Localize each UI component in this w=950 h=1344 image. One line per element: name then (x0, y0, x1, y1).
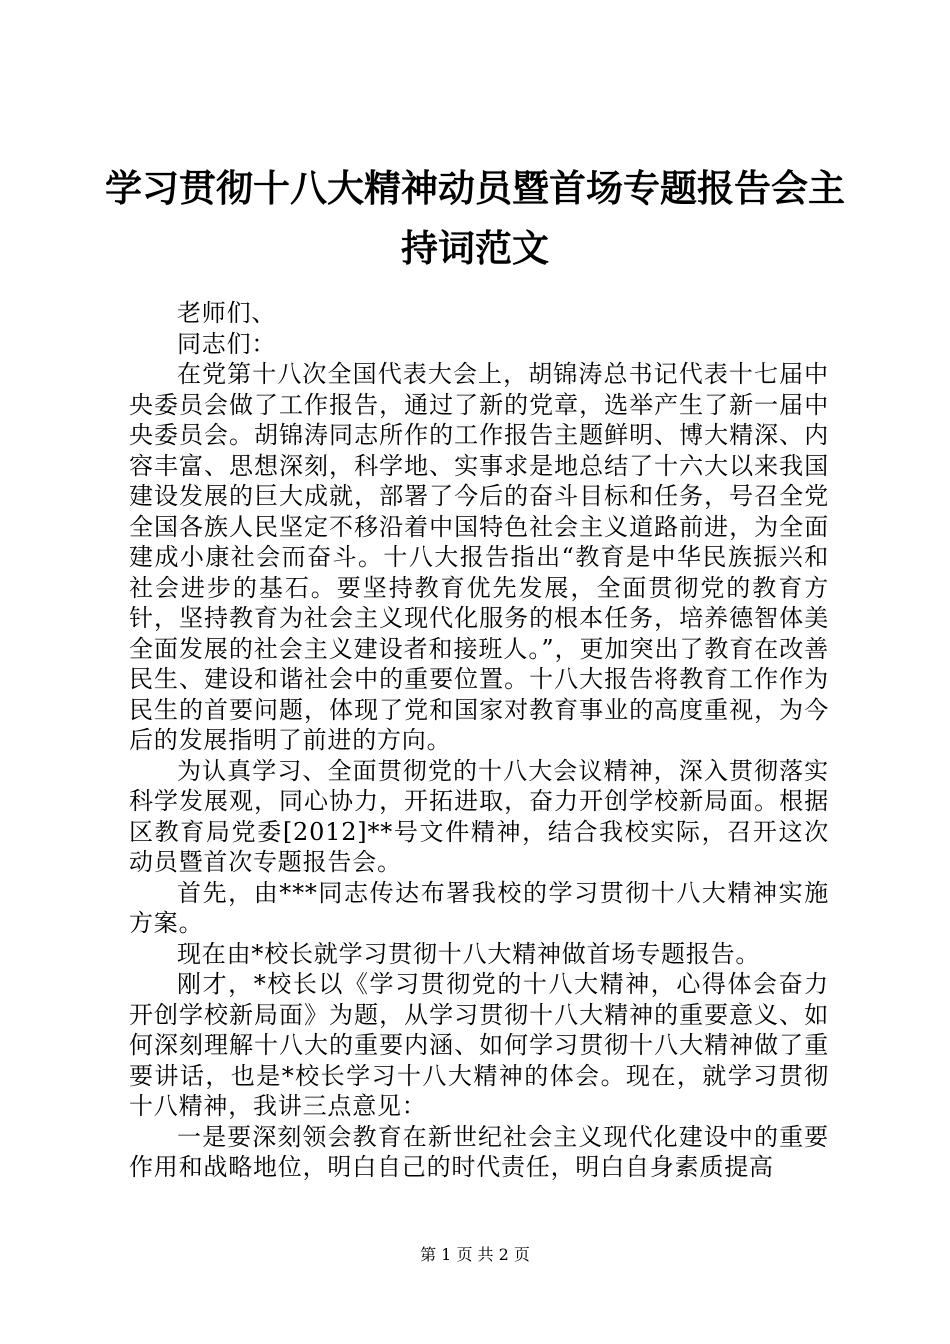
paragraph: 首先，由***同志传达布署我校的学习贯彻十八大精神实施方案。 (129, 878, 829, 937)
page-number-footer: 第 1 页 共 2 页 (420, 1245, 530, 1264)
paragraph: 在党第十八次全国代表大会上，胡锦涛总书记代表十七届中央委员会做了工作报告，通过了新的党章，选举产生了新一届中央委员会。胡锦涛同志所作的工作报告主题鲜明、博大精深、内容丰富、思想深刻，科学地、实事求是地总结了十六大以来我国建设发展的巨大成就，部署了今后的奋斗目标和任务，号召全党全国各族人民坚定不移沿着中国特色社会主义道路前进，为全面建成小康社会而奋斗。十八大报告指出“教育是中华民族振兴和社会进步的基石。要坚持教育优先发展，全面贯彻党的教育方针，坚持教育为社会主义现代化服务的根本任务，培养德智体美全面发展的社会主义建设者和接班人。”，更加突出了教育在改善民生、建设和谐社会中的重要位置。十八大报告将教育工作作为民生的首要问题，体现了党和国家对教育事业的高度重视，为今后的发展指明了前进的方向。 (129, 360, 829, 754)
paragraph: 为认真学习、全面贯彻党的十八大会议精神，深入贯彻落实科学发展观，同心协力，开拓进取，奋力开创学校新局面。根据区教育局党委[2012]**号文件精神，结合我校实际，召开这次动员暨首次专题报告会。 (129, 756, 829, 876)
paragraph: 现在由*校长就学习贯彻十八大精神做首场专题报告。 (177, 939, 761, 968)
salutation-teachers: 老师们、 (177, 299, 277, 327)
document-title: 学习贯彻十八大精神动员暨首场专题报告会主持词范文 (105, 166, 845, 270)
salutation-comrades: 同志们： (177, 329, 277, 358)
document-body (129, 298, 829, 1183)
paragraph: 刚才，*校长以《学习贯彻党的十八大精神，心得体会奋力开创学校新局面》为题，从学习贯彻十八大精神的重要意义、如何深刻理解十八大的重要内涵、如何学习贯彻十八大精神做了重要讲话，也是*校长学习十八大精神的体会。现在，就学习贯彻十八精神，我讲三点意见： (129, 970, 829, 1120)
paragraph: 一是要深刻领会教育在新世纪社会主义现代化建设中的重要作用和战略地位，明白自己的时代责任，明白自身素质提高 (129, 1122, 829, 1181)
